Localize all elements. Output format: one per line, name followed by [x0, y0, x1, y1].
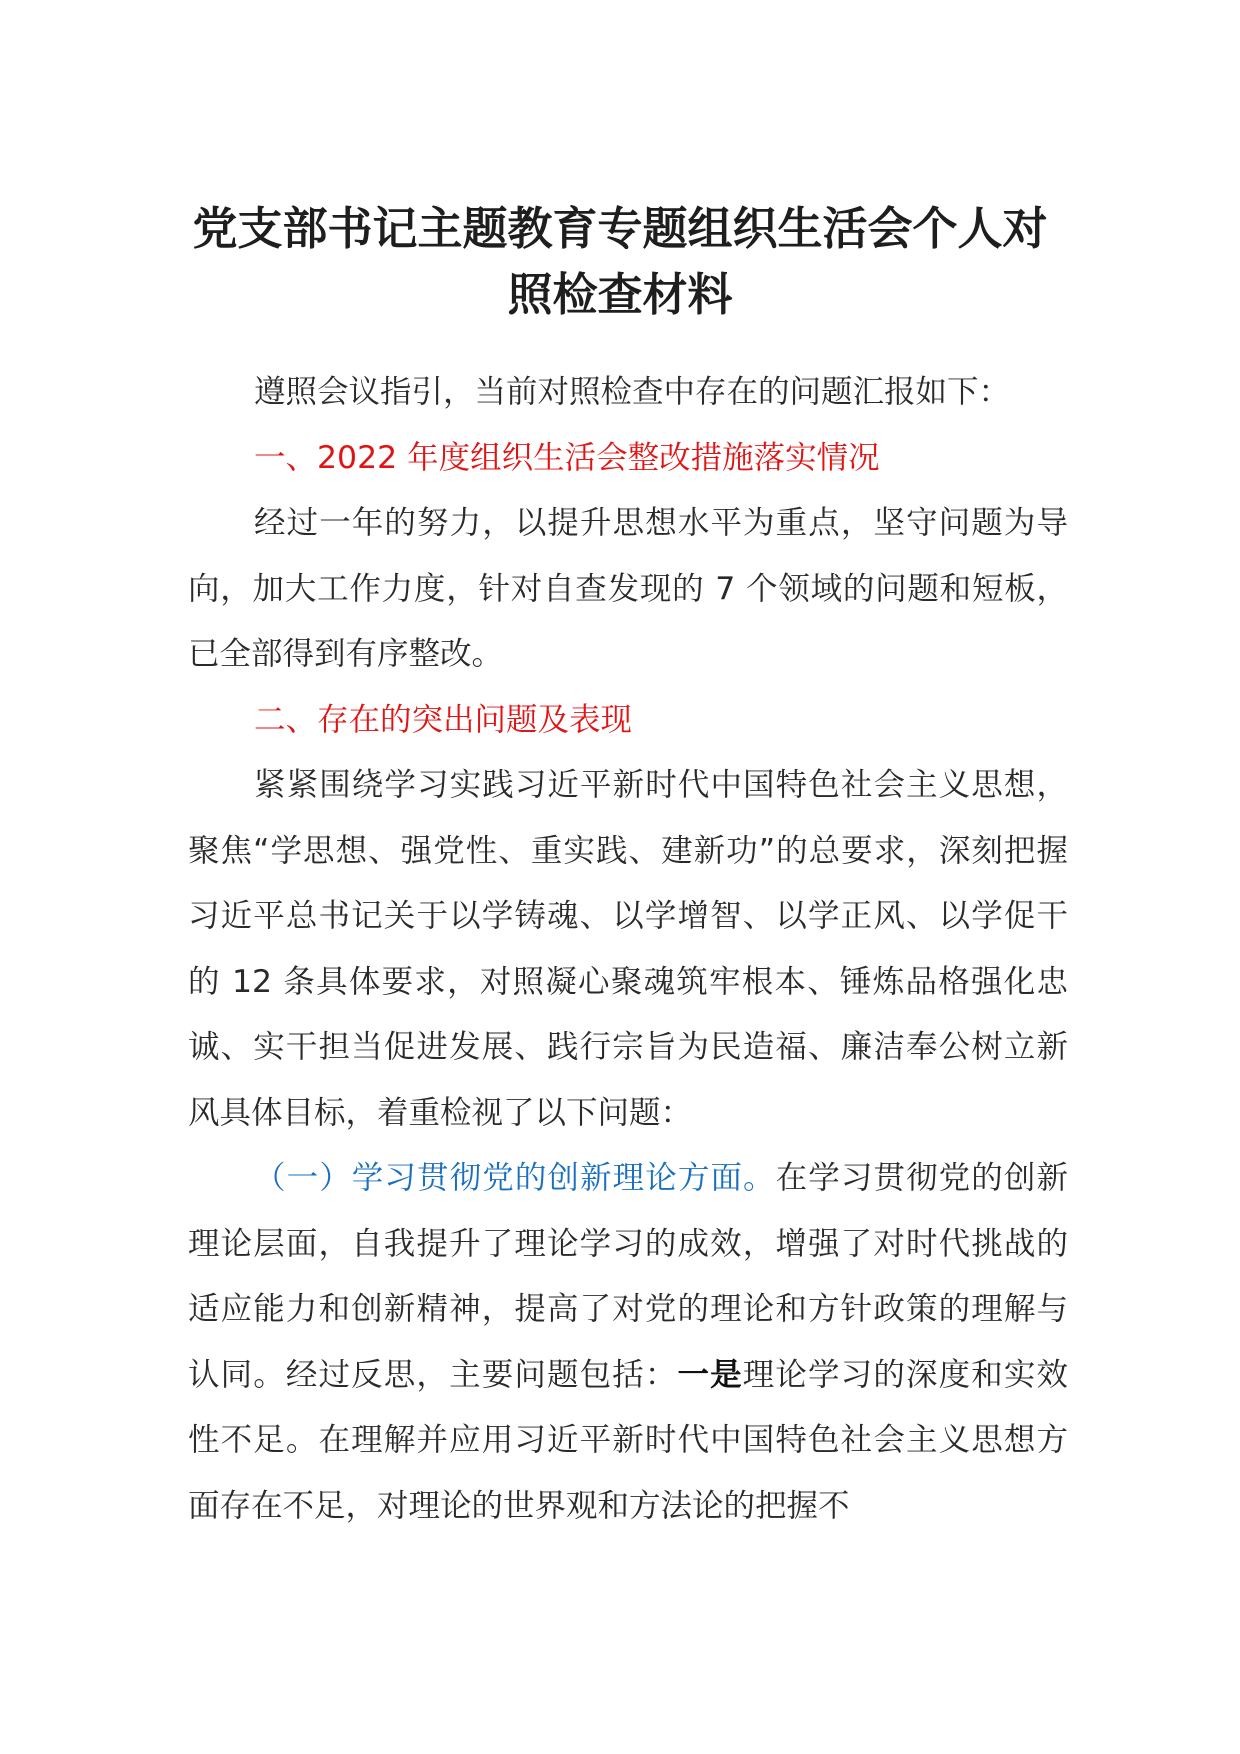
subsection-1-text-a: 在学习贯彻党的创新理论层面，自我提升了理论学习的成效，增强了对时代挑战的适应能力和创新精神，提高了对党的理论和方针政策的理解与认同。经过反思，主要问题包括：: [188, 1160, 1068, 1393]
section-2-paragraph: 紧紧围绕学习实践习近平新时代中国特色社会主义思想，聚焦“学思想、强党性、重实践、建新功”的总要求，深刻把握习近平总书记关于以学铸魂、以学增智、以学正风、以学促干的 12 条具体要求，对照凝心聚魂筑牢根本、锤炼品格强化忠诚、实干担当促进发展、践行宗旨为民造福、廉洁奉公树立新风具体目标，着重检视了以下问题：: [188, 767, 1068, 1131]
intro-paragraph: 遵照会议指引，当前对照检查中存在的问题汇报如下：: [254, 374, 1011, 410]
section-1-heading: 一、2022 年度组织生活会整改措施落实情况: [254, 439, 880, 476]
subsection-1-paragraph: [188, 1146, 1068, 1539]
section-2-heading: 二、存在的突出问题及表现: [254, 701, 633, 738]
document-title: [170, 196, 1070, 328]
title-line-2: 照检查材料: [507, 268, 733, 321]
title-line-1: 党支部书记主题教育专题组织生活会个人对: [192, 202, 1048, 255]
section-1-paragraph: 经过一年的努力，以提升思想水平为重点，坚守问题为导向，加大工作力度，针对自查发现的 7 个领域的问题和短板，已全部得到有序整改。: [188, 505, 1068, 672]
subsection-1-text-b: 理论学习的深度和实效性不足。在理解并应用习近平新时代中国特色社会主义思想方面存在不足，对理论的世界观和方法论的把握不: [188, 1356, 1068, 1524]
subsection-1-emphasis: 一是: [677, 1356, 743, 1393]
subsection-1-heading: （一）学习贯彻党的创新理论方面。: [254, 1160, 776, 1196]
document-body: [188, 360, 1068, 1539]
